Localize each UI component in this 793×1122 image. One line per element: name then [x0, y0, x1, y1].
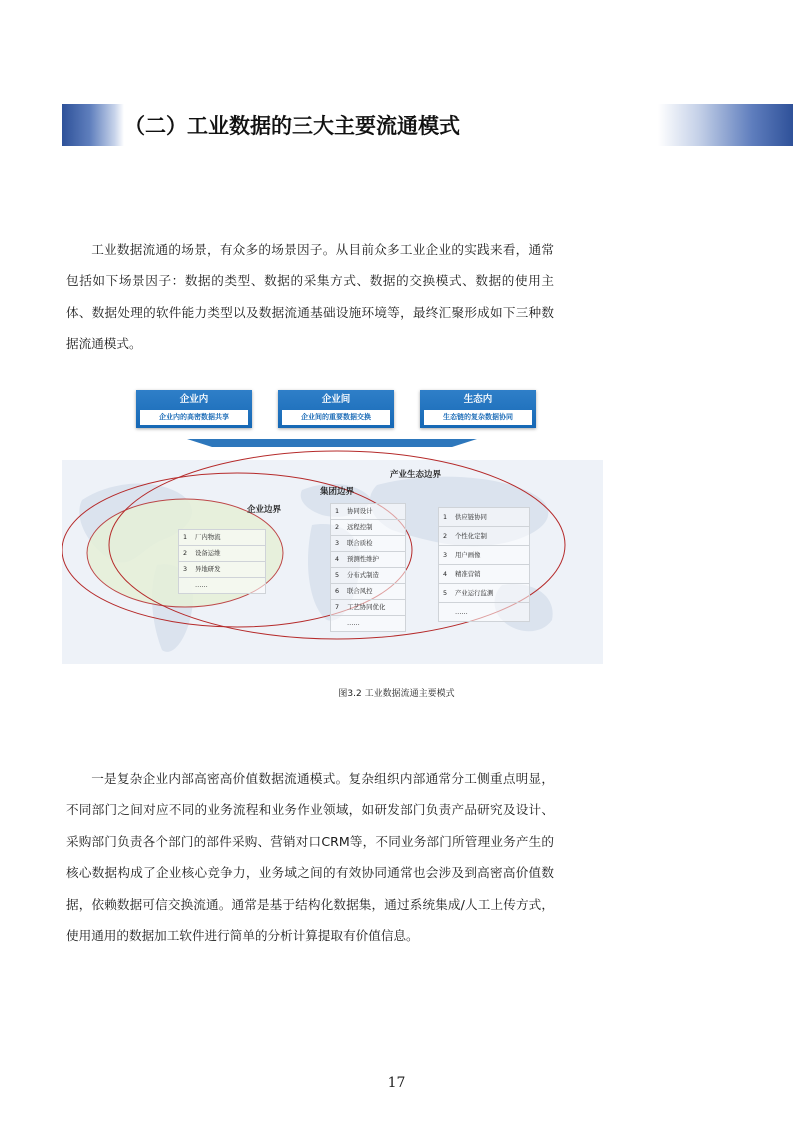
- section-title: （二）工业数据的三大主要流通模式: [124, 114, 460, 138]
- group-scenario-list: [330, 503, 406, 632]
- list-item: 3 联合质检: [330, 535, 406, 551]
- list-item: 3 用户画像: [438, 545, 530, 564]
- tile-subtitle: 企业间的重要数据交换: [282, 410, 390, 425]
- ecosystem-scenario-list: [438, 507, 530, 622]
- tile-title: 企业内: [179, 394, 209, 405]
- list-item: 3 异地研发: [178, 561, 266, 577]
- list-item: ……: [438, 602, 530, 622]
- tile-subtitle: 企业内的高密数据共享: [140, 410, 248, 425]
- list-item: 1 供应链协同: [438, 507, 530, 526]
- body-paragraph: 一是复杂企业内部高密高价值数据流通模式。复杂组织内部通常分工侧重点明显，不同部门之间对应不同的业务流程和业务作业领域，如研发部门负责产品研究及设计、采购部门负责各个部门的部件采购、营销对口CRM等，不同业务部门所管理业务产生的核心数据构成了企业核心竞争力，业务域之间的有效协同通常也会涉及到高密高价值数据，依赖数据可信交换流通。通常是基于结构化数据集，通过系统集成/人工上传方式，使用通用的数据加工软件进行简单的分析计算提取有价值信息。: [66, 770, 554, 944]
- tile-title: 企业间: [321, 394, 351, 405]
- list-item: 7 工艺协同优化: [330, 599, 406, 615]
- list-item: 2 设备运维: [178, 545, 266, 561]
- list-item: 4 精准营销: [438, 564, 530, 583]
- figure-caption: 图3.2 工业数据流通主要模式: [338, 689, 455, 699]
- list-item: 2 个性化定制: [438, 526, 530, 545]
- list-item: 5 产业运行监测: [438, 583, 530, 602]
- list-item: 2 远程控制: [330, 519, 406, 535]
- enterprise-scenario-list: [178, 529, 266, 594]
- list-item: 1 厂内物流: [178, 529, 266, 545]
- list-item: 6 联合风控: [330, 583, 406, 599]
- header-gradient-left: [62, 104, 124, 146]
- tile-ecosystem: [420, 390, 536, 428]
- arrow-band: [187, 439, 477, 447]
- page-number: 17: [387, 1075, 406, 1091]
- figure-diagram: [62, 390, 603, 664]
- list-item: 1 协同设计: [330, 503, 406, 519]
- intro-paragraph: 工业数据流通的场景，有众多的场景因子。从目前众多工业企业的实践来看，通常包括如下场景因子：数据的类型、数据的采集方式、数据的交换模式、数据的使用主体、数据处理的软件能力类型以及数据流通基础设施环境等，最终汇聚形成如下三种数据流通模式。: [66, 241, 554, 352]
- group-boundary-label: 集团边界: [320, 487, 355, 497]
- list-item: ……: [330, 615, 406, 632]
- list-item: 5 分布式制造: [330, 567, 406, 583]
- header-gradient-right: [658, 104, 793, 146]
- tile-title: 生态内: [463, 394, 493, 405]
- tile-inter-enterprise: [278, 390, 394, 428]
- list-item: 4 预测性维护: [330, 551, 406, 567]
- ecosystem-boundary-label: 产业生态边界: [390, 470, 442, 480]
- tile-subtitle: 生态链的复杂数据协同: [424, 410, 532, 425]
- enterprise-boundary-label: 企业边界: [247, 505, 282, 515]
- tile-intra-enterprise: [136, 390, 252, 428]
- list-item: ……: [178, 577, 266, 594]
